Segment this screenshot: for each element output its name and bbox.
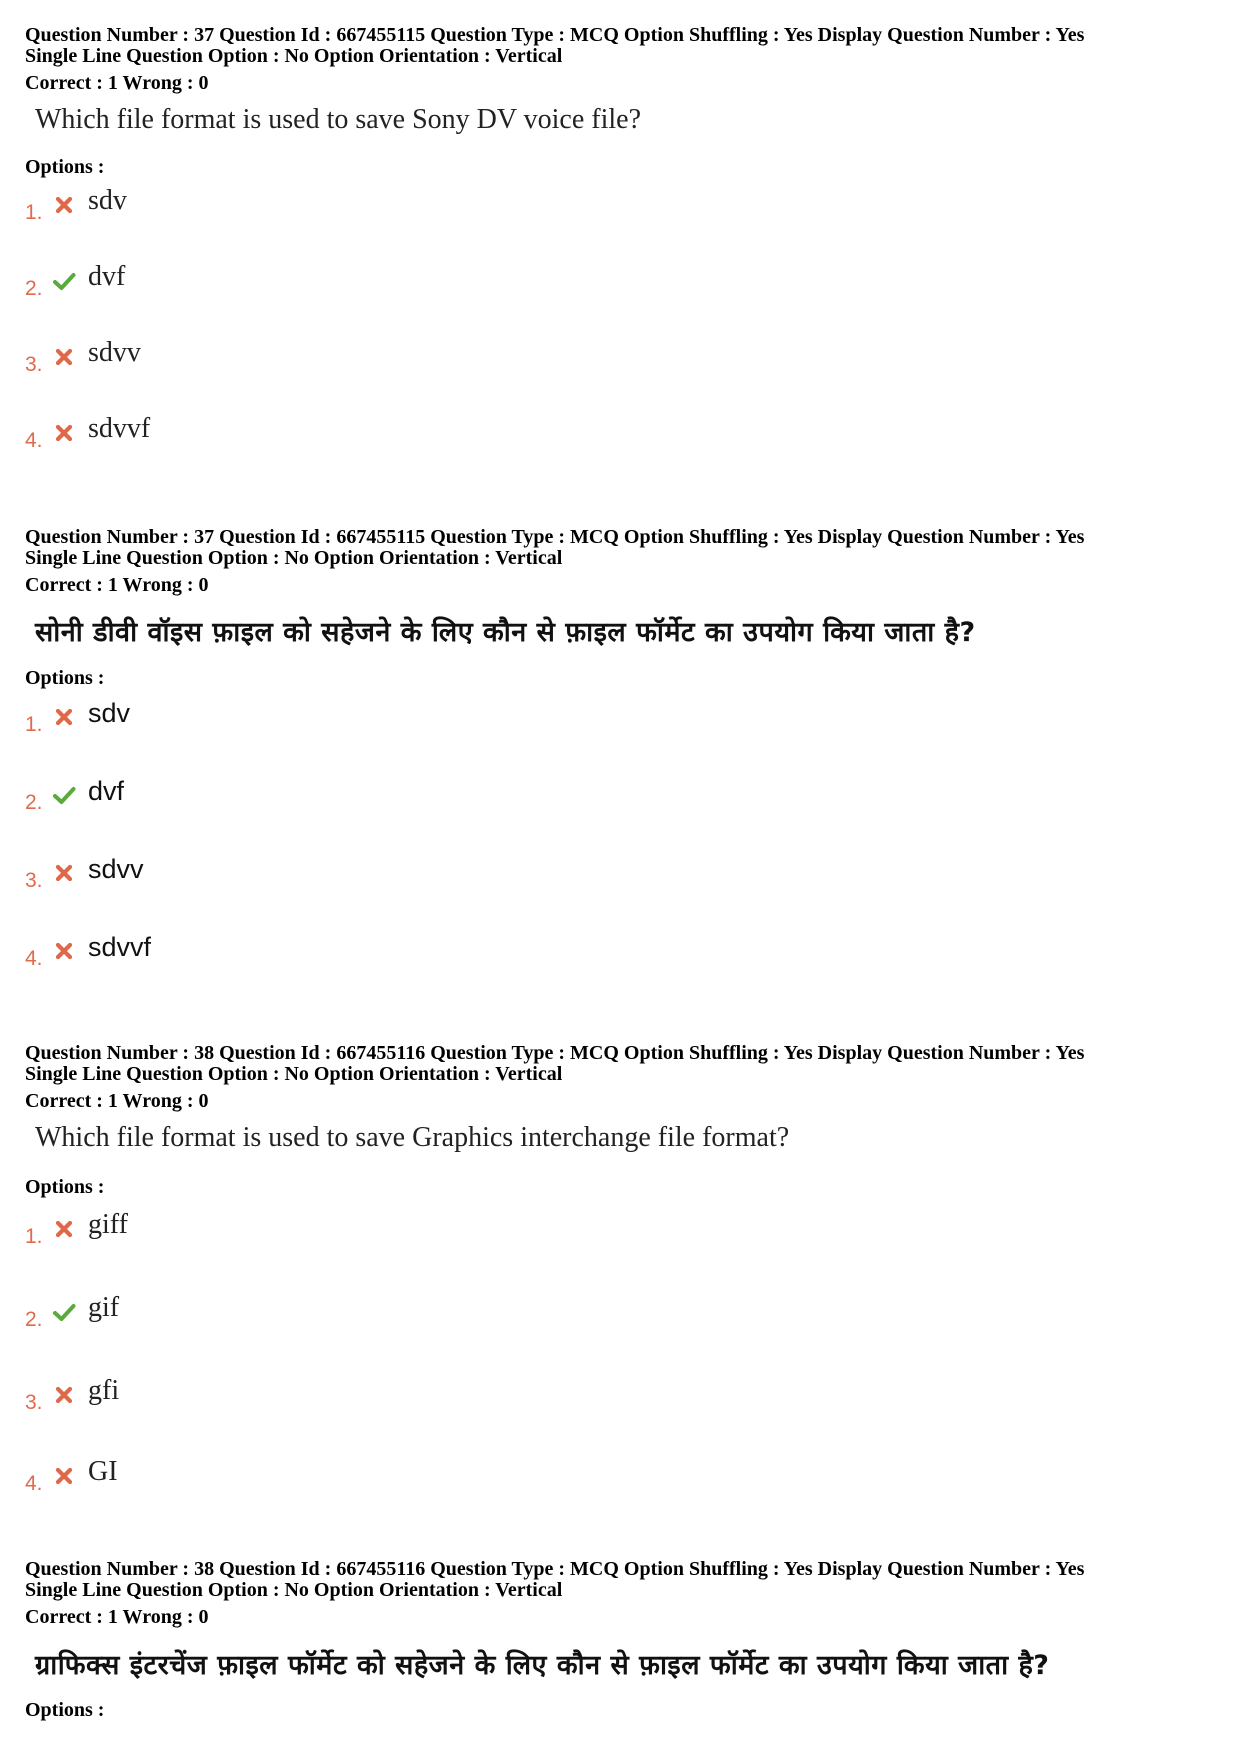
option-number: 4. [25,429,43,452]
options-label: Options : [25,1699,105,1721]
wrong-icon [52,345,76,369]
correct-icon [52,783,76,807]
options-label: Options : [25,156,105,178]
wrong-icon [52,421,76,445]
wrong-icon [52,1383,76,1407]
wrong-icon [52,705,76,729]
question-meta-line1: Question Number : 37 Question Id : 667455115 Question Type : MCQ Option Shuffling : Yes Display Question Number : Yes [25,526,1085,548]
option-text: dvf [88,261,126,292]
option-number: 3. [25,869,43,892]
option-text: dvf [88,776,125,806]
question-meta-line1: Question Number : 37 Question Id : 667455115 Question Type : MCQ Option Shuffling : Yes Display Question Number : Yes [25,24,1085,46]
correct-icon [52,269,76,293]
question-text: ग्राफिक्स इंटरचेंज फ़ाइल फॉर्मेट को सहेजने के लिए कौन से फ़ाइल फॉर्मेट का उपयोग किया जाता है? [35,1650,1050,1681]
option-3 [25,851,144,891]
correct-icon [52,1300,76,1324]
question-meta-line1: Question Number : 38 Question Id : 667455116 Question Type : MCQ Option Shuffling : Yes Display Question Number : Yes [25,1042,1085,1064]
question-meta-line2: Single Line Question Option : No Option Orientation : Vertical [25,45,563,67]
wrong-icon [52,193,76,217]
option-number: 4. [25,947,43,970]
question-text-row [25,612,1225,649]
option-3 [25,1373,119,1413]
option-1 [25,1207,128,1247]
option-2 [25,259,125,299]
question-marks: Correct : 1 Wrong : 0 [25,1606,209,1628]
question-meta-line2: Single Line Question Option : No Option Orientation : Vertical [25,547,563,569]
question-text: Which file format is used to save Graphics interchange file format? [35,1122,790,1153]
option-text: sdvvf [88,413,151,444]
question-block [25,1043,1225,1112]
option-number: 1. [25,713,43,736]
wrong-icon [52,861,76,885]
wrong-icon [52,1217,76,1241]
option-number: 3. [25,353,43,376]
question-marks: Correct : 1 Wrong : 0 [25,72,209,94]
option-1 [25,695,130,735]
question-text-row [25,1122,1225,1154]
question-text-row [25,104,1225,136]
question-block [25,1559,1225,1628]
option-text: sdvv [88,337,141,368]
question-marks: Correct : 1 Wrong : 0 [25,574,209,596]
option-4 [25,1454,118,1494]
question-marks: Correct : 1 Wrong : 0 [25,1090,209,1112]
options-label: Options : [25,1176,105,1198]
option-3 [25,335,141,375]
option-text: sdv [88,698,131,728]
option-text: gif [88,1292,120,1323]
question-meta-line2: Single Line Question Option : No Option Orientation : Vertical [25,1579,563,1601]
option-text: giff [88,1209,128,1240]
option-1 [25,183,127,223]
option-number: 2. [25,791,43,814]
wrong-icon [52,1464,76,1488]
question-block [25,527,1225,596]
question-meta-line1: Question Number : 38 Question Id : 667455116 Question Type : MCQ Option Shuffling : Yes Display Question Number : Yes [25,1558,1085,1580]
option-text: GI [88,1456,118,1487]
option-text: gfi [88,1375,120,1406]
option-number: 3. [25,1391,43,1414]
options-label: Options : [25,667,105,689]
question-text-row [25,1645,1225,1682]
question-text: सोनी डीवी वॉइस फ़ाइल को सहेजने के लिए कौन से फ़ाइल फॉर्मेट का उपयोग किया जाता है? [35,617,976,648]
option-text: sdvv [88,854,144,884]
question-block [25,25,1225,94]
question-meta-line2: Single Line Question Option : No Option Orientation : Vertical [25,1063,563,1085]
option-number: 4. [25,1472,43,1495]
option-number: 2. [25,1308,43,1331]
option-number: 2. [25,277,43,300]
option-text: sdvvf [88,932,152,962]
option-text: sdv [88,185,127,216]
option-number: 1. [25,1225,43,1248]
question-text: Which file format is used to save Sony DV voice file? [35,104,641,135]
option-4 [25,411,150,451]
option-4 [25,929,151,969]
option-2 [25,1290,119,1330]
wrong-icon [52,939,76,963]
option-number: 1. [25,201,43,224]
option-2 [25,773,124,813]
